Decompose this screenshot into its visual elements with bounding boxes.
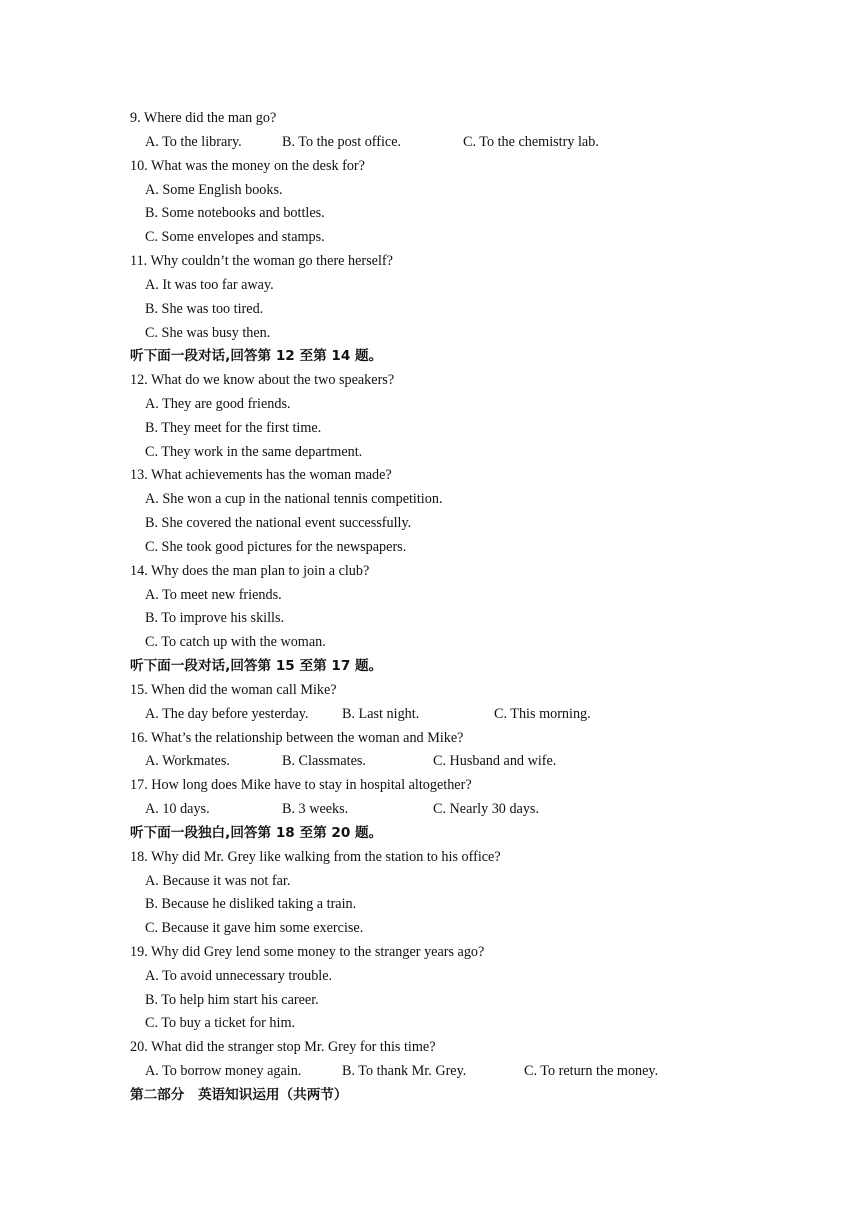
option-13a: A. She won a cup in the national tennis competition. [145, 491, 443, 507]
options-row-20 [145, 1062, 745, 1080]
question-17: 17. How long does Mike have to stay in hospital altogether? [130, 777, 472, 793]
option-17c: C. Nearly 30 days. [433, 801, 539, 817]
section-heading-18-20: 听下面一段独白,回答第 18 至第 20 题。 [130, 825, 383, 841]
options-row-16 [145, 752, 745, 770]
option-9b: B. To the post office. [282, 134, 402, 150]
option-11a: A. It was too far away. [145, 277, 274, 293]
option-15c: C. This morning. [494, 706, 591, 722]
option-12a: A. They are good friends. [145, 396, 291, 412]
option-10c: C. Some envelopes and stamps. [145, 229, 325, 245]
option-14c: C. To catch up with the woman. [145, 634, 326, 650]
option-10a: A. Some English books. [145, 182, 283, 198]
question-14: 14. Why does the man plan to join a club? [130, 563, 370, 579]
option-11c: C. She was busy then. [145, 325, 271, 341]
option-19b: B. To help him start his career. [145, 992, 319, 1008]
option-14a: A. To meet new friends. [145, 587, 282, 603]
question-10: 10. What was the money on the desk for? [130, 158, 365, 174]
option-18c: C. Because it gave him some exercise. [145, 920, 364, 936]
option-11b: B. She was too tired. [145, 301, 264, 317]
option-16c: C. Husband and wife. [433, 753, 557, 769]
option-20c: C. To return the money. [524, 1063, 659, 1079]
section-heading-12-14: 听下面一段对话,回答第 12 至第 14 题。 [130, 348, 383, 364]
option-16b: B. Classmates. [282, 753, 366, 769]
option-13c: C. She took good pictures for the newspapers. [145, 539, 407, 555]
option-15b: B. Last night. [342, 706, 420, 722]
option-20b: B. To thank Mr. Grey. [342, 1063, 467, 1079]
question-15: 15. When did the woman call Mike? [130, 682, 337, 698]
question-20: 20. What did the stranger stop Mr. Grey for this time? [130, 1039, 436, 1055]
option-15a: A. The day before yesterday. [145, 706, 309, 722]
option-13b: B. She covered the national event successfully. [145, 515, 412, 531]
options-row-9 [145, 133, 745, 151]
part-two-heading: 第二部分 英语知识运用（共两节） [130, 1087, 348, 1103]
question-18: 18. Why did Mr. Grey like walking from the station to his office? [130, 849, 501, 865]
options-row-17 [145, 800, 745, 818]
question-11: 11. Why couldn’t the woman go there herself? [130, 253, 393, 269]
option-18b: B. Because he disliked taking a train. [145, 896, 357, 912]
option-19a: A. To avoid unnecessary trouble. [145, 968, 333, 984]
option-19c: C. To buy a ticket for him. [145, 1015, 296, 1031]
question-16: 16. What’s the relationship between the woman and Mike? [130, 730, 464, 746]
question-9: 9. Where did the man go? [130, 110, 277, 126]
section-heading-15-17: 听下面一段对话,回答第 15 至第 17 题。 [130, 658, 383, 674]
option-14b: B. To improve his skills. [145, 610, 285, 626]
option-18a: A. Because it was not far. [145, 873, 291, 889]
option-10b: B. Some notebooks and bottles. [145, 205, 325, 221]
question-19: 19. Why did Grey lend some money to the stranger years ago? [130, 944, 485, 960]
option-12c: C. They work in the same department. [145, 444, 363, 460]
option-17a: A. 10 days. [145, 801, 210, 817]
question-13: 13. What achievements has the woman made? [130, 467, 392, 483]
option-9c: C. To the chemistry lab. [463, 134, 599, 150]
option-17b: B. 3 weeks. [282, 801, 349, 817]
question-12: 12. What do we know about the two speakers? [130, 372, 395, 388]
option-9a: A. To the library. [145, 134, 242, 150]
option-12b: B. They meet for the first time. [145, 420, 322, 436]
option-16a: A. Workmates. [145, 753, 230, 769]
options-row-15 [145, 705, 745, 723]
option-20a: A. To borrow money again. [145, 1063, 302, 1079]
